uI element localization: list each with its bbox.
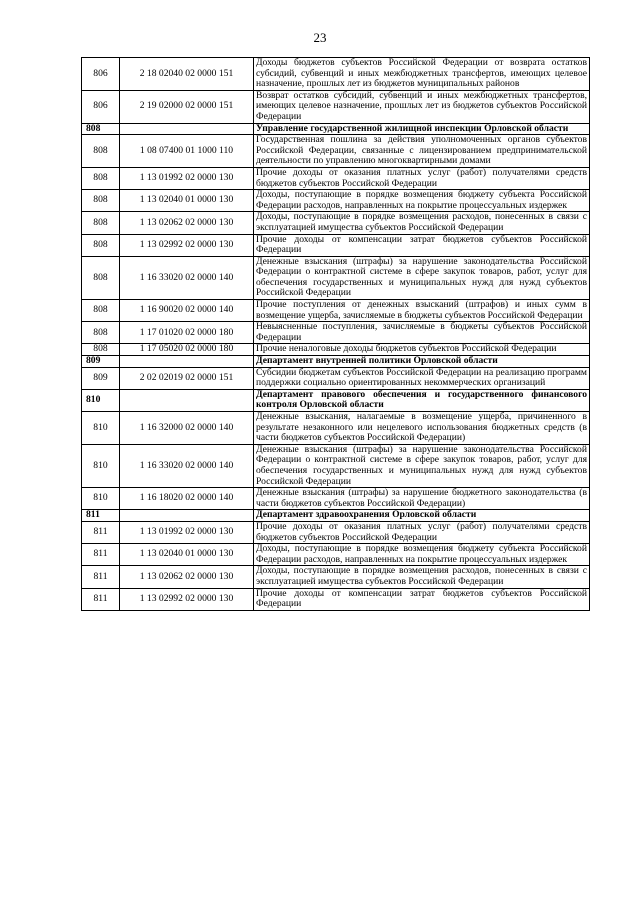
administrator-code-cell: 808 xyxy=(82,300,120,322)
revenue-code-cell xyxy=(120,356,254,368)
revenue-code-row xyxy=(82,588,590,610)
description-cell: Субсидии бюджетам субъектов Российской Федерации на реализацию программ поддержки социально ориентированных некоммерческих организаций xyxy=(254,367,590,389)
administrator-code-cell: 811 xyxy=(82,588,120,610)
revenue-code-cell: 1 13 02992 02 0000 130 xyxy=(120,588,254,610)
administrator-header-row xyxy=(82,123,590,135)
revenue-code-row xyxy=(82,135,590,168)
revenue-code-cell: 1 13 01992 02 0000 130 xyxy=(120,521,254,543)
description-cell: Невыясненные поступления, зачисляемые в бюджеты субъектов Российской Федерации xyxy=(254,322,590,344)
revenue-code-row xyxy=(82,544,590,566)
revenue-code-row xyxy=(82,566,590,588)
revenue-code-row xyxy=(82,212,590,234)
description-cell: Государственная пошлина за действия уполномоченных органов субъектов Российской Федерации, связанные с лицензированием предпринимательской деятельности по управлению многоквартирными домами xyxy=(254,135,590,168)
description-cell: Департамент правового обеспечения и государственного финансового контроля Орловской области xyxy=(254,389,590,411)
administrator-code-cell: 806 xyxy=(82,90,120,123)
administrator-code-cell: 808 xyxy=(82,167,120,189)
revenue-code-row xyxy=(82,521,590,543)
administrator-code-cell: 810 xyxy=(82,412,120,445)
description-cell: Прочие неналоговые доходы бюджетов субъектов Российской Федерации xyxy=(254,344,590,356)
revenue-code-row xyxy=(82,300,590,322)
description-cell: Доходы бюджетов субъектов Российской Федерации от возврата остатков субсидий, субвенций и иных межбюджетных трансфертов, имеющих целевое назначение, прошлых лет из бюджетов муниципальных районов xyxy=(254,58,590,91)
revenue-code-cell xyxy=(120,389,254,411)
revenue-code-row xyxy=(82,167,590,189)
page-number: 23 xyxy=(313,30,327,45)
administrator-code-cell: 808 xyxy=(82,123,120,135)
administrator-header-row xyxy=(82,356,590,368)
description-cell: Денежные взыскания, налагаемые в возмещение ущерба, причиненного в результате незаконного или нецелевого использования бюджетных средств (в части бюджетов субъектов Российской Федерации) xyxy=(254,412,590,445)
revenue-code-row xyxy=(82,444,590,487)
description-cell: Возврат остатков субсидий, субвенций и иных межбюджетных трансфертов, имеющих целевое назначение, прошлых лет из бюджетов субъектов Российской Федерации xyxy=(254,90,590,123)
revenue-code-cell: 2 18 02040 02 0000 151 xyxy=(120,58,254,91)
description-cell: Денежные взыскания (штрафы) за нарушение бюджетного законодательства (в части бюджетов субъектов Российской Федерации) xyxy=(254,488,590,510)
administrator-code-cell: 809 xyxy=(82,356,120,368)
revenue-code-row xyxy=(82,190,590,212)
revenue-code-cell: 1 13 02062 02 0000 130 xyxy=(120,566,254,588)
revenue-code-cell: 1 13 02040 01 0000 130 xyxy=(120,544,254,566)
administrator-code-cell: 809 xyxy=(82,367,120,389)
description-cell: Прочие доходы от компенсации затрат бюджетов субъектов Российской Федерации xyxy=(254,588,590,610)
revenue-code-row xyxy=(82,322,590,344)
administrator-header-row xyxy=(82,389,590,411)
administrator-code-cell: 806 xyxy=(82,58,120,91)
description-cell: Доходы, поступающие в порядке возмещения расходов, понесенных в связи с эксплуатацией имущества субъектов Российской Федерации xyxy=(254,566,590,588)
administrator-code-cell: 810 xyxy=(82,488,120,510)
revenue-code-cell: 1 16 32000 02 0000 140 xyxy=(120,412,254,445)
description-cell: Прочие доходы от оказания платных услуг (работ) получателями средств бюджетов субъектов Российской Федерации xyxy=(254,167,590,189)
administrator-code-cell: 808 xyxy=(82,256,120,299)
revenue-code-row xyxy=(82,367,590,389)
description-cell: Управление государственной жилищной инспекции Орловской области xyxy=(254,123,590,135)
administrator-code-cell: 808 xyxy=(82,322,120,344)
revenue-code-cell xyxy=(120,510,254,522)
description-cell: Денежные взыскания (штрафы) за нарушение законодательства Российской Федерации о контрактной системе в сфере закупок товаров, работ, услуг для обеспечения государственных и муниципальных нужд для нужд субъектов Российской Федерации xyxy=(254,444,590,487)
administrator-code-cell: 811 xyxy=(82,521,120,543)
revenue-code-row xyxy=(82,90,590,123)
administrator-code-cell: 808 xyxy=(82,190,120,212)
description-cell: Доходы, поступающие в порядке возмещения бюджету субъекта Российской Федерации расходов, направленных на покрытие процессуальных издержек xyxy=(254,544,590,566)
description-cell: Прочие доходы от компенсации затрат бюджетов субъектов Российской Федерации xyxy=(254,234,590,256)
administrator-code-cell: 810 xyxy=(82,444,120,487)
revenue-code-cell: 1 17 05020 02 0000 180 xyxy=(120,344,254,356)
description-cell: Прочие доходы от оказания платных услуг (работ) получателями средств бюджетов субъектов Российской Федерации xyxy=(254,521,590,543)
description-cell: Денежные взыскания (штрафы) за нарушение законодательства Российской Федерации о контрактной системе в сфере закупок товаров, работ, услуг для обеспечения государственных и муниципальных нужд для нужд субъектов Российской Федерации xyxy=(254,256,590,299)
revenue-code-cell: 1 08 07400 01 1000 110 xyxy=(120,135,254,168)
administrator-code-cell: 811 xyxy=(82,566,120,588)
revenue-code-row xyxy=(82,58,590,91)
administrator-code-cell: 810 xyxy=(82,389,120,411)
administrator-code-cell: 811 xyxy=(82,544,120,566)
revenue-code-row xyxy=(82,344,590,356)
administrator-header-row xyxy=(82,510,590,522)
revenue-code-cell: 1 16 18020 02 0000 140 xyxy=(120,488,254,510)
revenue-code-row xyxy=(82,256,590,299)
revenue-code-cell: 1 17 01020 02 0000 180 xyxy=(120,322,254,344)
description-cell: Прочие поступления от денежных взысканий (штрафов) и иных сумм в возмещение ущерба, зачисляемые в бюджеты субъектов Российской Федерации xyxy=(254,300,590,322)
administrator-code-cell: 811 xyxy=(82,510,120,522)
revenue-code-cell: 2 19 02000 02 0000 151 xyxy=(120,90,254,123)
revenue-code-cell: 1 13 02992 02 0000 130 xyxy=(120,234,254,256)
administrator-code-cell: 808 xyxy=(82,344,120,356)
revenue-code-cell xyxy=(120,123,254,135)
description-cell: Департамент здравоохранения Орловской области xyxy=(254,510,590,522)
administrator-code-cell: 808 xyxy=(82,212,120,234)
revenue-code-cell: 1 16 33020 02 0000 140 xyxy=(120,256,254,299)
description-cell: Доходы, поступающие в порядке возмещения бюджету субъекта Российской Федерации расходов, направленных на покрытие процессуальных издержек xyxy=(254,190,590,212)
revenue-code-cell: 2 02 02019 02 0000 151 xyxy=(120,367,254,389)
revenue-code-row xyxy=(82,234,590,256)
revenue-codes-table xyxy=(81,57,590,611)
description-cell: Доходы, поступающие в порядке возмещения расходов, понесенных в связи с эксплуатацией имущества субъектов Российской Федерации xyxy=(254,212,590,234)
revenue-code-cell: 1 13 02062 02 0000 130 xyxy=(120,212,254,234)
description-cell: Департамент внутренней политики Орловской области xyxy=(254,356,590,368)
administrator-code-cell: 808 xyxy=(82,135,120,168)
revenue-code-cell: 1 13 01992 02 0000 130 xyxy=(120,167,254,189)
revenue-code-row xyxy=(82,488,590,510)
revenue-code-cell: 1 13 02040 01 0000 130 xyxy=(120,190,254,212)
revenue-code-cell: 1 16 90020 02 0000 140 xyxy=(120,300,254,322)
administrator-code-cell: 808 xyxy=(82,234,120,256)
revenue-code-cell: 1 16 33020 02 0000 140 xyxy=(120,444,254,487)
revenue-code-row xyxy=(82,412,590,445)
